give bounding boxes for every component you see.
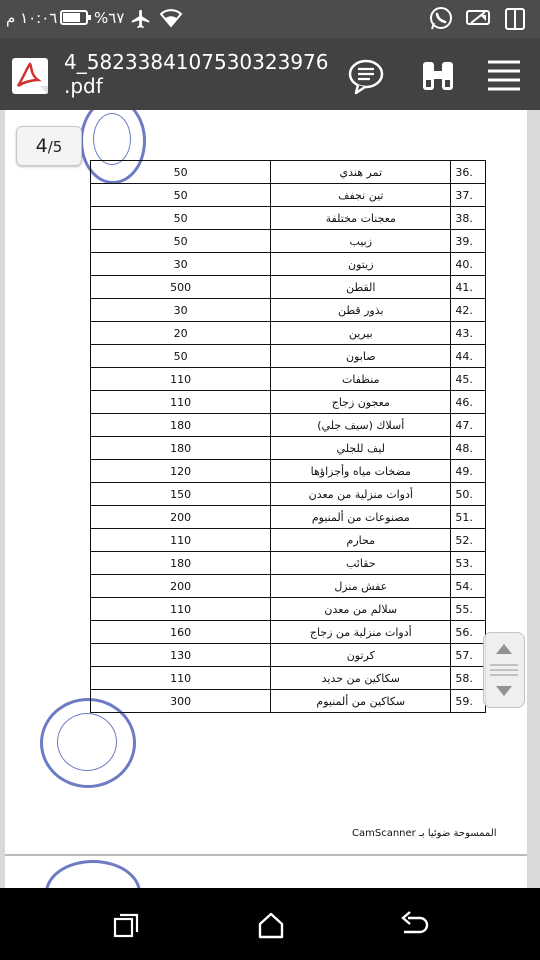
clock: ١٠:٠٦ م — [6, 9, 58, 27]
row-value: 110 — [91, 667, 271, 690]
row-value: 160 — [91, 621, 271, 644]
comment-icon[interactable] — [346, 56, 386, 96]
navigation-bar — [0, 888, 540, 960]
back-icon[interactable] — [398, 910, 430, 940]
row-value: 110 — [91, 391, 271, 414]
menu-icon[interactable] — [486, 58, 522, 92]
row-item: أدوات منزلية من معدن — [271, 483, 451, 506]
binoculars-icon[interactable] — [418, 56, 458, 96]
table-row — [91, 230, 486, 253]
table-row — [91, 506, 486, 529]
row-value: 200 — [91, 575, 271, 598]
row-number: .53 — [451, 552, 486, 575]
table-row — [91, 207, 486, 230]
battery-saver-icon — [466, 9, 492, 27]
row-value: 130 — [91, 644, 271, 667]
airplane-icon — [130, 8, 152, 30]
row-value: 110 — [91, 598, 271, 621]
row-value: 50 — [91, 230, 271, 253]
row-item: زيتون — [271, 253, 451, 276]
pdf-icon[interactable] — [10, 56, 50, 96]
battery-icon — [60, 10, 88, 25]
table-row — [91, 345, 486, 368]
row-value: 50 — [91, 345, 271, 368]
row-item: حقائب — [271, 552, 451, 575]
row-number: .42 — [451, 299, 486, 322]
row-item: مصنوعات من ألمنيوم — [271, 506, 451, 529]
row-number: .57 — [451, 644, 486, 667]
wifi-icon — [158, 6, 184, 30]
whatsapp-icon — [428, 6, 454, 32]
row-number: .37 — [451, 184, 486, 207]
row-item: سلالم من معدن — [271, 598, 451, 621]
row-number: .56 — [451, 621, 486, 644]
pdf-page — [5, 110, 527, 854]
row-item: أدوات منزلية من زجاج — [271, 621, 451, 644]
table-row — [91, 644, 486, 667]
row-item: محارم — [271, 529, 451, 552]
page-scroll-control[interactable] — [483, 632, 525, 708]
pdf-viewer[interactable] — [0, 110, 540, 888]
row-item: سكاكين من حديد — [271, 667, 451, 690]
table-row — [91, 253, 486, 276]
row-item: زبيب — [271, 230, 451, 253]
row-item: كرتون — [271, 644, 451, 667]
table-row — [91, 460, 486, 483]
row-item: بيرين — [271, 322, 451, 345]
row-number: .47 — [451, 414, 486, 437]
row-value: 20 — [91, 322, 271, 345]
row-item: أسلاك (سيف جلي) — [271, 414, 451, 437]
row-number: .36 — [451, 161, 486, 184]
battery-percent: %٦٧ — [94, 9, 125, 27]
table-row — [91, 322, 486, 345]
table-row — [91, 161, 486, 184]
table-row — [91, 575, 486, 598]
page-current: 4 — [35, 135, 48, 157]
row-number: .45 — [451, 368, 486, 391]
row-value: 180 — [91, 437, 271, 460]
row-number: .50 — [451, 483, 486, 506]
row-item: ليف للجلي — [271, 437, 451, 460]
items-table — [90, 160, 486, 713]
table-row — [91, 552, 486, 575]
row-value: 110 — [91, 368, 271, 391]
row-number: .40 — [451, 253, 486, 276]
row-item: مضخات مياه وأجزاؤها — [271, 460, 451, 483]
scanner-note: الممسوحة ضوئيا بـ CamScanner — [352, 828, 497, 839]
recent-apps-icon[interactable] — [112, 912, 140, 940]
table-row — [91, 184, 486, 207]
row-number: .52 — [451, 529, 486, 552]
row-item: القطن — [271, 276, 451, 299]
row-number: .46 — [451, 391, 486, 414]
file-name: 4_5823384107530323976 .pdf — [64, 50, 329, 98]
row-item: بذور قطن — [271, 299, 451, 322]
table-row — [91, 621, 486, 644]
table-row — [91, 529, 486, 552]
row-item: تمر هندي — [271, 161, 451, 184]
row-value: 300 — [91, 690, 271, 713]
table-row — [91, 437, 486, 460]
row-number: .39 — [451, 230, 486, 253]
next-page — [5, 854, 527, 888]
row-value: 50 — [91, 184, 271, 207]
row-number: .41 — [451, 276, 486, 299]
row-value: 120 — [91, 460, 271, 483]
row-number: .55 — [451, 598, 486, 621]
row-item: معجنات مختلفة — [271, 207, 451, 230]
row-value: 180 — [91, 552, 271, 575]
table-row — [91, 690, 486, 713]
screen-icon — [504, 7, 526, 31]
app-bar — [0, 38, 540, 110]
row-value: 50 — [91, 207, 271, 230]
row-item: تين نجفف — [271, 184, 451, 207]
row-number: .43 — [451, 322, 486, 345]
row-item: منظفات — [271, 368, 451, 391]
row-number: .51 — [451, 506, 486, 529]
table-row — [91, 276, 486, 299]
table-row — [91, 667, 486, 690]
row-value: 110 — [91, 529, 271, 552]
table-row — [91, 414, 486, 437]
row-value: 500 — [91, 276, 271, 299]
page-total: 5 — [52, 138, 63, 156]
row-number: .44 — [451, 345, 486, 368]
row-item: معجون زجاج — [271, 391, 451, 414]
row-number: .54 — [451, 575, 486, 598]
table-row — [91, 368, 486, 391]
home-icon[interactable] — [256, 910, 286, 940]
table-row — [91, 391, 486, 414]
table-row — [91, 299, 486, 322]
scroll-grip[interactable] — [490, 662, 518, 678]
status-bar — [0, 0, 540, 38]
row-item: سكاكين من ألمنيوم — [271, 690, 451, 713]
row-item: صابون — [271, 345, 451, 368]
seal-stamp — [45, 860, 141, 888]
row-number: .59 — [451, 690, 486, 713]
row-value: 180 — [91, 414, 271, 437]
page-indicator: 4/5 — [16, 126, 82, 166]
row-number: .58 — [451, 667, 486, 690]
row-value: 30 — [91, 299, 271, 322]
row-number: .49 — [451, 460, 486, 483]
row-value: 200 — [91, 506, 271, 529]
row-number: .48 — [451, 437, 486, 460]
scroll-down-icon[interactable] — [494, 683, 514, 699]
row-value: 30 — [91, 253, 271, 276]
row-value: 50 — [91, 161, 271, 184]
table-row — [91, 598, 486, 621]
scroll-up-icon[interactable] — [494, 641, 514, 657]
row-item: عفش منزل — [271, 575, 451, 598]
table-row — [91, 483, 486, 506]
row-value: 150 — [91, 483, 271, 506]
row-number: .38 — [451, 207, 486, 230]
